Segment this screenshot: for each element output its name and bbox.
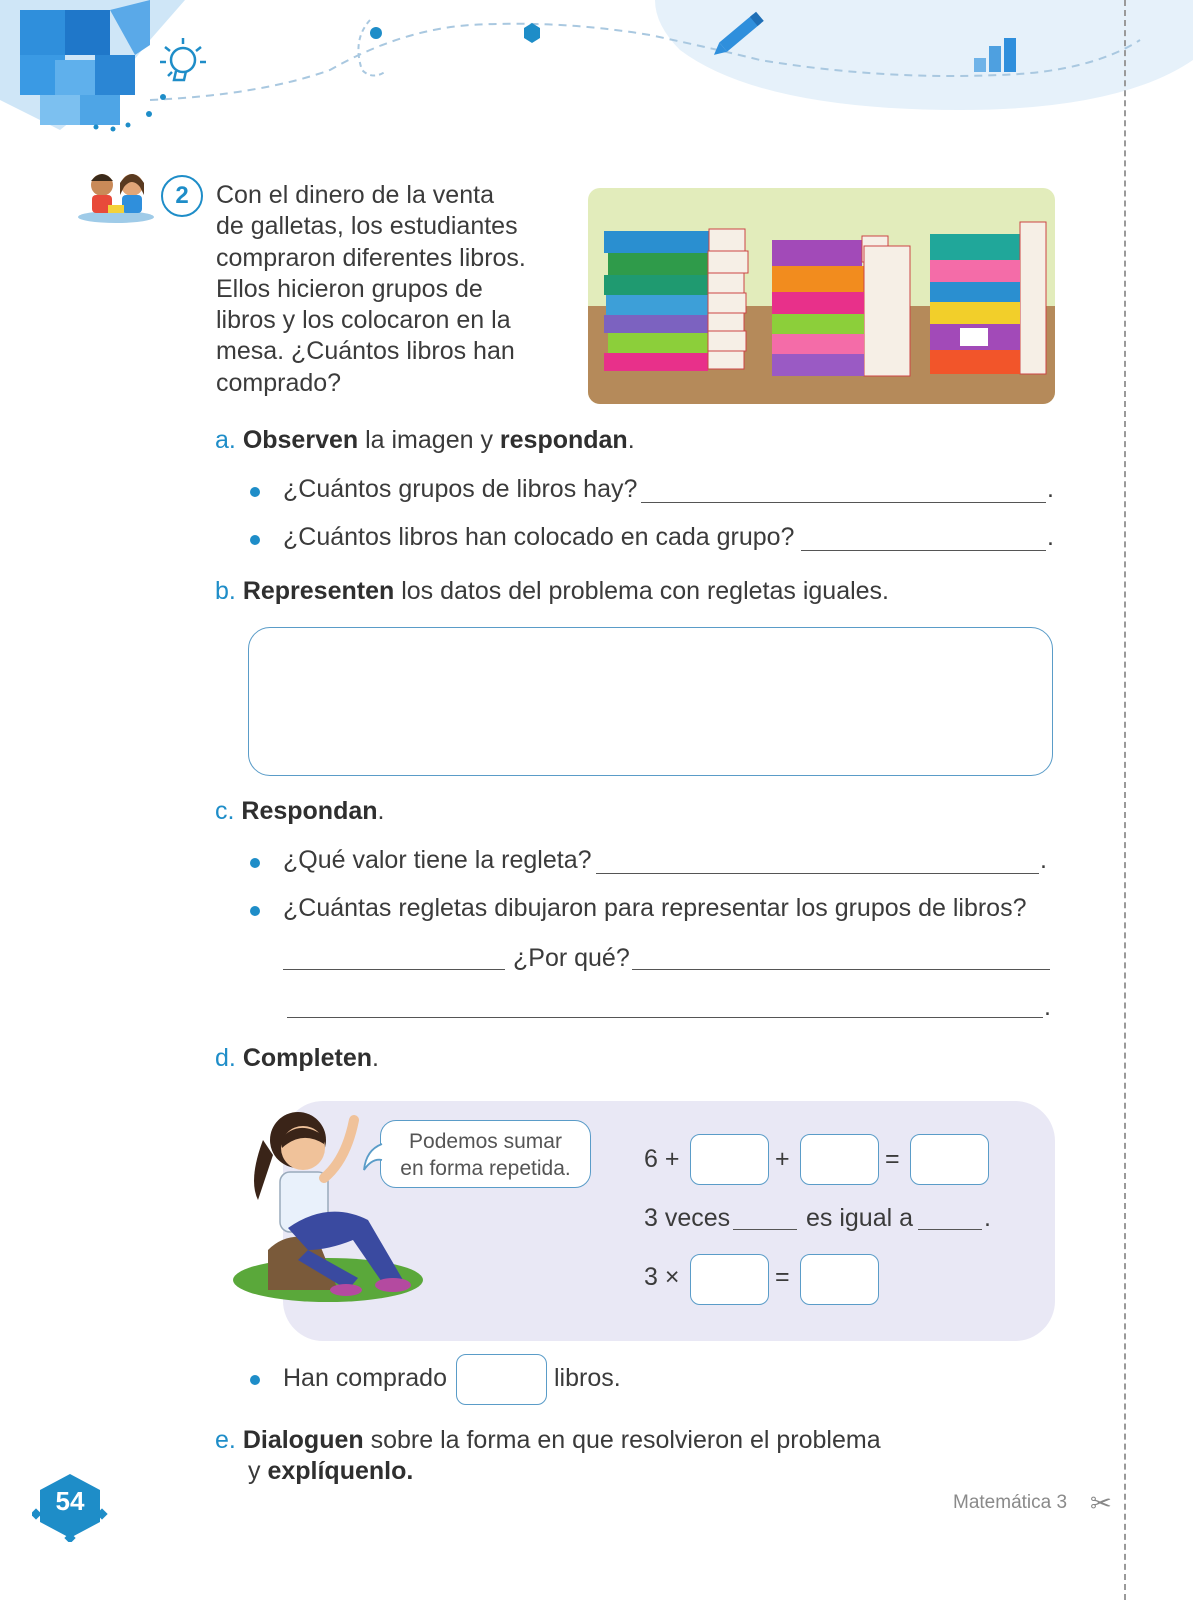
speech-line-2: en forma repetida.	[400, 1157, 571, 1180]
part-c-letter: c.	[215, 797, 235, 825]
problem-number-badge: 2	[161, 175, 203, 217]
igual-text: es igual a	[806, 1204, 914, 1232]
part-b-instruction	[215, 577, 889, 606]
answer-box-product[interactable]	[800, 1254, 879, 1305]
part-d-end: .	[372, 1044, 379, 1072]
book-stacks-illustration	[588, 188, 1055, 404]
cut-line	[1124, 0, 1126, 1600]
answer-line-regleta-value[interactable]	[596, 873, 1039, 874]
bought-before-text: Han comprado	[283, 1364, 447, 1392]
statement-line: mesa. ¿Cuántos libros han	[216, 337, 515, 366]
part-a-mid: la imagen y	[358, 426, 500, 454]
bullet	[250, 906, 260, 916]
answer-line-groups[interactable]	[641, 502, 1046, 503]
book-stack-1	[604, 229, 748, 371]
part-c-instruction	[215, 797, 384, 826]
page-number: 54	[55, 1486, 85, 1516]
part-e-instruction	[215, 1425, 881, 1487]
part-c-question-1: ¿Qué valor tiene la regleta?	[283, 846, 592, 874]
part-b-rest: los datos del problema con regletas iguales.	[394, 577, 890, 605]
answer-box-sum[interactable]	[910, 1134, 989, 1185]
part-a-letter: a.	[215, 426, 236, 454]
bullet	[250, 858, 260, 868]
answer-box-addend-3[interactable]	[800, 1134, 879, 1185]
equals-sign-2: =	[775, 1263, 790, 1291]
equals-sign: =	[885, 1145, 900, 1173]
statement-line: Con el dinero de la venta	[216, 181, 494, 209]
book-stack-3	[930, 222, 1046, 374]
cubes-decoration	[0, 0, 185, 130]
part-e-rest: sobre la forma en que resolvieron el problema	[363, 1426, 881, 1454]
statement-line: libros y los colocaron en la	[216, 306, 511, 335]
speech-bubble-tail	[362, 1142, 384, 1172]
speech-bubble	[380, 1120, 591, 1188]
part-a-question-2: ¿Cuántos libros han colocado en cada grupo?	[283, 523, 795, 551]
part-d-letter: d.	[215, 1044, 236, 1072]
equation-1-start: 6 +	[644, 1145, 680, 1173]
statement-line: compraron diferentes libros.	[216, 243, 526, 272]
bullet	[250, 535, 260, 545]
answer-box-addend-2[interactable]	[690, 1134, 769, 1185]
statement-line: de galletas, los estudiantes	[216, 212, 518, 241]
statement-line: comprado?	[216, 368, 342, 397]
answer-line-igual[interactable]	[918, 1229, 982, 1230]
bullet	[250, 1375, 260, 1385]
part-c-question-2: ¿Cuántas regletas dibujaron para representar los grupos de libros?	[283, 894, 1027, 922]
answer-line-books-per-group[interactable]	[801, 550, 1046, 551]
answer-line-why[interactable]	[632, 969, 1050, 970]
part-c-end: .	[377, 797, 385, 825]
plus-sign: +	[775, 1145, 790, 1173]
book-title: Matemática 3	[953, 1492, 1068, 1513]
students-group-icon	[74, 165, 156, 227]
part-e-verb: Dialoguen	[242, 1426, 364, 1454]
answer-line-regletas-count[interactable]	[283, 969, 505, 970]
bullet	[250, 487, 260, 497]
veces-text: 3 veces	[644, 1204, 731, 1232]
part-e-letter: e.	[215, 1426, 236, 1454]
part-a-verb2: respondan	[499, 426, 628, 454]
answer-line-veces[interactable]	[733, 1229, 797, 1230]
multiplication-start: 3 ×	[644, 1263, 680, 1291]
part-e-line2-verb: explíquenlo.	[267, 1457, 414, 1485]
lightbulb-icon	[160, 38, 206, 80]
part-b-verb: Representen	[242, 577, 395, 605]
part-c-verb: Respondan	[241, 797, 378, 825]
drawing-area-box[interactable]	[248, 627, 1053, 776]
answer-line-why-2[interactable]	[287, 1017, 1043, 1018]
part-a-end: .	[627, 426, 635, 454]
part-d-verb: Completen	[242, 1044, 372, 1072]
header-decoration	[0, 0, 1193, 160]
scissors-icon: ✂	[1090, 1488, 1112, 1518]
statement-line: Ellos hicieron grupos de	[216, 274, 483, 303]
bought-after-text: libros.	[554, 1364, 621, 1392]
problem-statement	[216, 180, 576, 399]
book-stack-2	[772, 236, 910, 376]
part-e-line2-pre: y	[248, 1457, 268, 1485]
answer-box-total-books[interactable]	[456, 1354, 547, 1405]
part-d-instruction	[215, 1044, 379, 1073]
part-c-question-3: ¿Por qué?	[513, 944, 630, 972]
part-a-verb1: Observen	[242, 426, 359, 454]
speech-line-1: Podemos sumar	[409, 1130, 562, 1153]
part-b-letter: b.	[215, 577, 236, 605]
part-a-instruction	[215, 426, 635, 455]
answer-box-factor[interactable]	[690, 1254, 769, 1305]
part-a-question-1: ¿Cuántos grupos de libros hay?	[283, 475, 638, 503]
